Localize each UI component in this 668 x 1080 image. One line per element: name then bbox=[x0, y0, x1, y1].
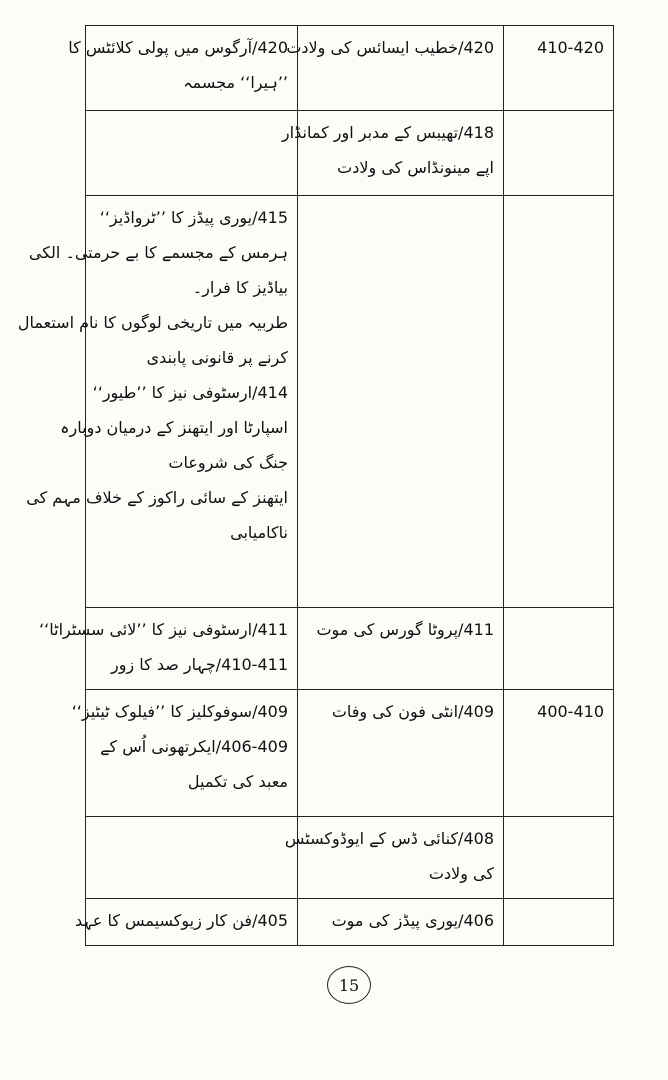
event-cell bbox=[281, 111, 504, 196]
culture-line: 411/ارسٹوفی نیز کا ’’لائی سسٹراٹا‘‘ bbox=[39, 620, 288, 639]
culture-line: 406-409/ایکرتھونی اُس کے bbox=[100, 737, 288, 756]
culture-line: اسپارٹا اور ایتھنز کے درمیان دوبارہ bbox=[60, 418, 288, 437]
culture-cell bbox=[17, 196, 298, 608]
culture-line: ہرمس کے مجسمے کا بے حرمتی۔ الکی bbox=[28, 243, 288, 262]
culture-cell bbox=[86, 111, 298, 196]
event-line: کی ولادت bbox=[428, 864, 494, 883]
culture-line: 420/آرگوس میں پولی کلائٹس کا bbox=[68, 38, 288, 57]
culture-line: ’’ہیرا‘‘ مجسمہ bbox=[183, 73, 288, 92]
table-row bbox=[86, 817, 614, 899]
table-row bbox=[86, 26, 614, 111]
table-row bbox=[86, 690, 614, 817]
culture-line: 409/سوفوکلیز کا ’’فیلوک ٹیٹیز‘‘ bbox=[71, 702, 288, 721]
table-body bbox=[17, 26, 614, 946]
culture-cell bbox=[86, 817, 298, 899]
period-cell: 400-410 bbox=[504, 690, 614, 817]
culture-cell bbox=[75, 899, 298, 946]
event-line: 408/کنائی ڈس کے ایوڈوکسٹس bbox=[284, 829, 494, 848]
table-row bbox=[86, 899, 614, 946]
period-cell bbox=[504, 111, 614, 196]
culture-line: 415/یوری پیڈز کا ’’ٹرواڈیز‘‘ bbox=[99, 208, 288, 227]
period-cell: 410-420 bbox=[504, 26, 614, 111]
event-cell bbox=[298, 196, 504, 608]
event-cell bbox=[284, 817, 504, 899]
table-row bbox=[86, 608, 614, 690]
event-cell bbox=[298, 608, 504, 690]
culture-line: جنگ کی شروعات bbox=[168, 453, 288, 472]
event-cell bbox=[298, 899, 504, 946]
event-line: اپے مینونڈاس کی ولادت bbox=[337, 158, 494, 177]
event-line: 406/یوری پیڈز کی موت bbox=[331, 911, 494, 930]
culture-cell bbox=[68, 26, 298, 111]
event-cell bbox=[298, 690, 504, 817]
period-cell bbox=[504, 817, 614, 899]
page-number: 15 bbox=[327, 966, 371, 1004]
culture-line: ناکامیابی bbox=[230, 523, 288, 542]
event-cell bbox=[286, 26, 504, 111]
culture-line: ایتھنز کے سائی راکوز کے خلاف مہم کی bbox=[26, 488, 288, 507]
event-line: 411/پروٹا گورس کی موت bbox=[316, 620, 494, 639]
culture-cell bbox=[71, 690, 298, 817]
table-row bbox=[86, 111, 614, 196]
culture-line: طربیہ میں تاریخی لوگوں کا نام استعمال bbox=[17, 313, 288, 332]
period-cell bbox=[504, 608, 614, 690]
event-line: 409/انٹی فون کی وفات bbox=[331, 702, 494, 721]
culture-line: بیاڈیز کا فرار۔ bbox=[192, 278, 288, 297]
table-row bbox=[86, 196, 614, 608]
period-cell bbox=[504, 196, 614, 608]
culture-cell bbox=[39, 608, 298, 690]
culture-line: معبد کی تکمیل bbox=[187, 772, 288, 791]
period-cell bbox=[504, 899, 614, 946]
culture-line: 410-411/چہار صد کا زور bbox=[110, 655, 288, 674]
event-line: 420/خطیب ایسائس کی ولادت bbox=[286, 38, 494, 57]
event-line: 418/تھیبس کے مدبر اور کمانڈار bbox=[281, 123, 494, 142]
culture-line: 414/ارسٹوفی نیز کا ’’طیور‘‘ bbox=[92, 383, 288, 402]
chronology-table bbox=[17, 25, 614, 946]
culture-line: کرنے پر قانونی پابندی bbox=[146, 348, 288, 367]
culture-line: 405/فن کار زیوکسیمس کا عہد bbox=[75, 911, 288, 930]
